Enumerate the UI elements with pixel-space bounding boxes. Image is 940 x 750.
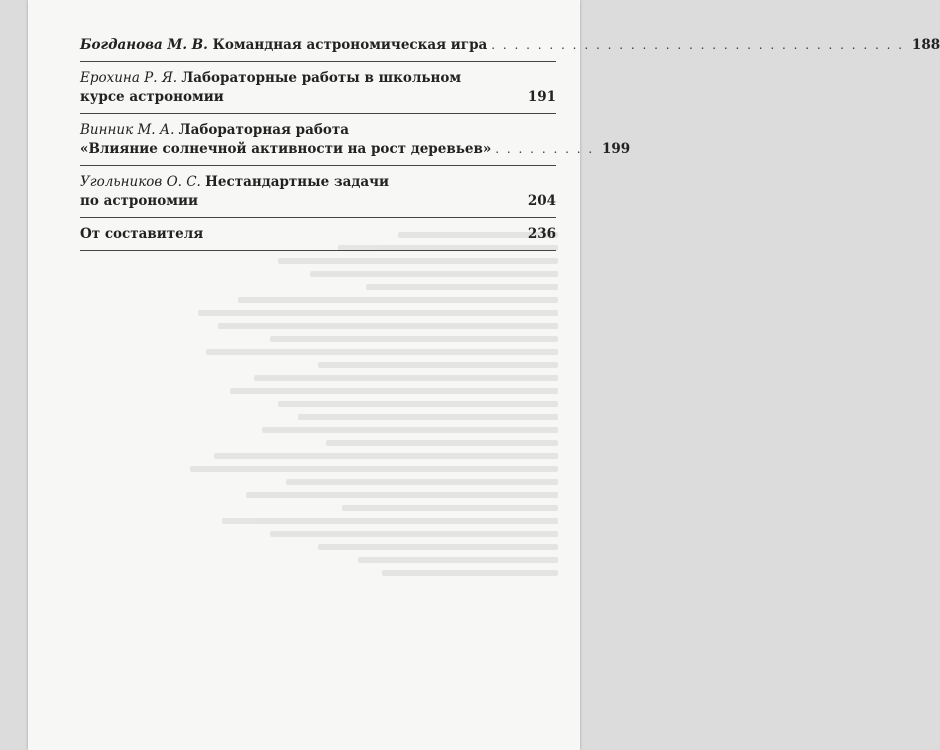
toc-entry (80, 69, 556, 107)
toc-leader-dots: . . . . . . . . . . . . . . . . . . . . . . . . . . . . . . . . . . . . (491, 38, 905, 52)
toc-page-number: 236 (527, 226, 556, 242)
toc-divider (80, 217, 556, 218)
toc-entry (80, 121, 631, 159)
toc-page-number: 199 (601, 141, 631, 157)
toc-divider (80, 250, 556, 251)
table-of-contents (80, 36, 940, 258)
toc-leader-dots: . . . . . . . . . (495, 142, 595, 156)
toc-title-line: Лабораторная работа (178, 122, 349, 138)
toc-entry (80, 173, 556, 211)
toc-title-line: по астрономии (80, 193, 198, 209)
book-page (28, 0, 940, 750)
toc-author: Угольников О. С. (80, 174, 201, 190)
toc-divider (80, 61, 556, 62)
toc-page-number: 188 (911, 37, 940, 53)
toc-author: Винник М. А. (80, 122, 175, 138)
toc-divider (80, 165, 556, 166)
toc-divider (80, 113, 556, 114)
toc-entry (80, 225, 556, 244)
toc-title-line: Нестандартные задачи (205, 174, 389, 190)
bleed-through-text (158, 225, 558, 675)
toc-title-line: «Влияние солнечной активности на рост деревьев» (80, 141, 492, 157)
toc-page-number: 191 (527, 89, 556, 105)
toc-author: Ерохина Р. Я. (80, 70, 178, 86)
toc-title: Командная астрономическая игра (212, 37, 488, 53)
toc-page-number: 204 (527, 193, 556, 209)
toc-title-line: Лабораторные работы в школьном (181, 70, 462, 86)
toc-author: Богданова М. В. (80, 37, 208, 53)
toc-title: От составителя (80, 226, 204, 242)
toc-entry (80, 36, 940, 55)
toc-title-line: курсе астрономии (80, 89, 224, 105)
